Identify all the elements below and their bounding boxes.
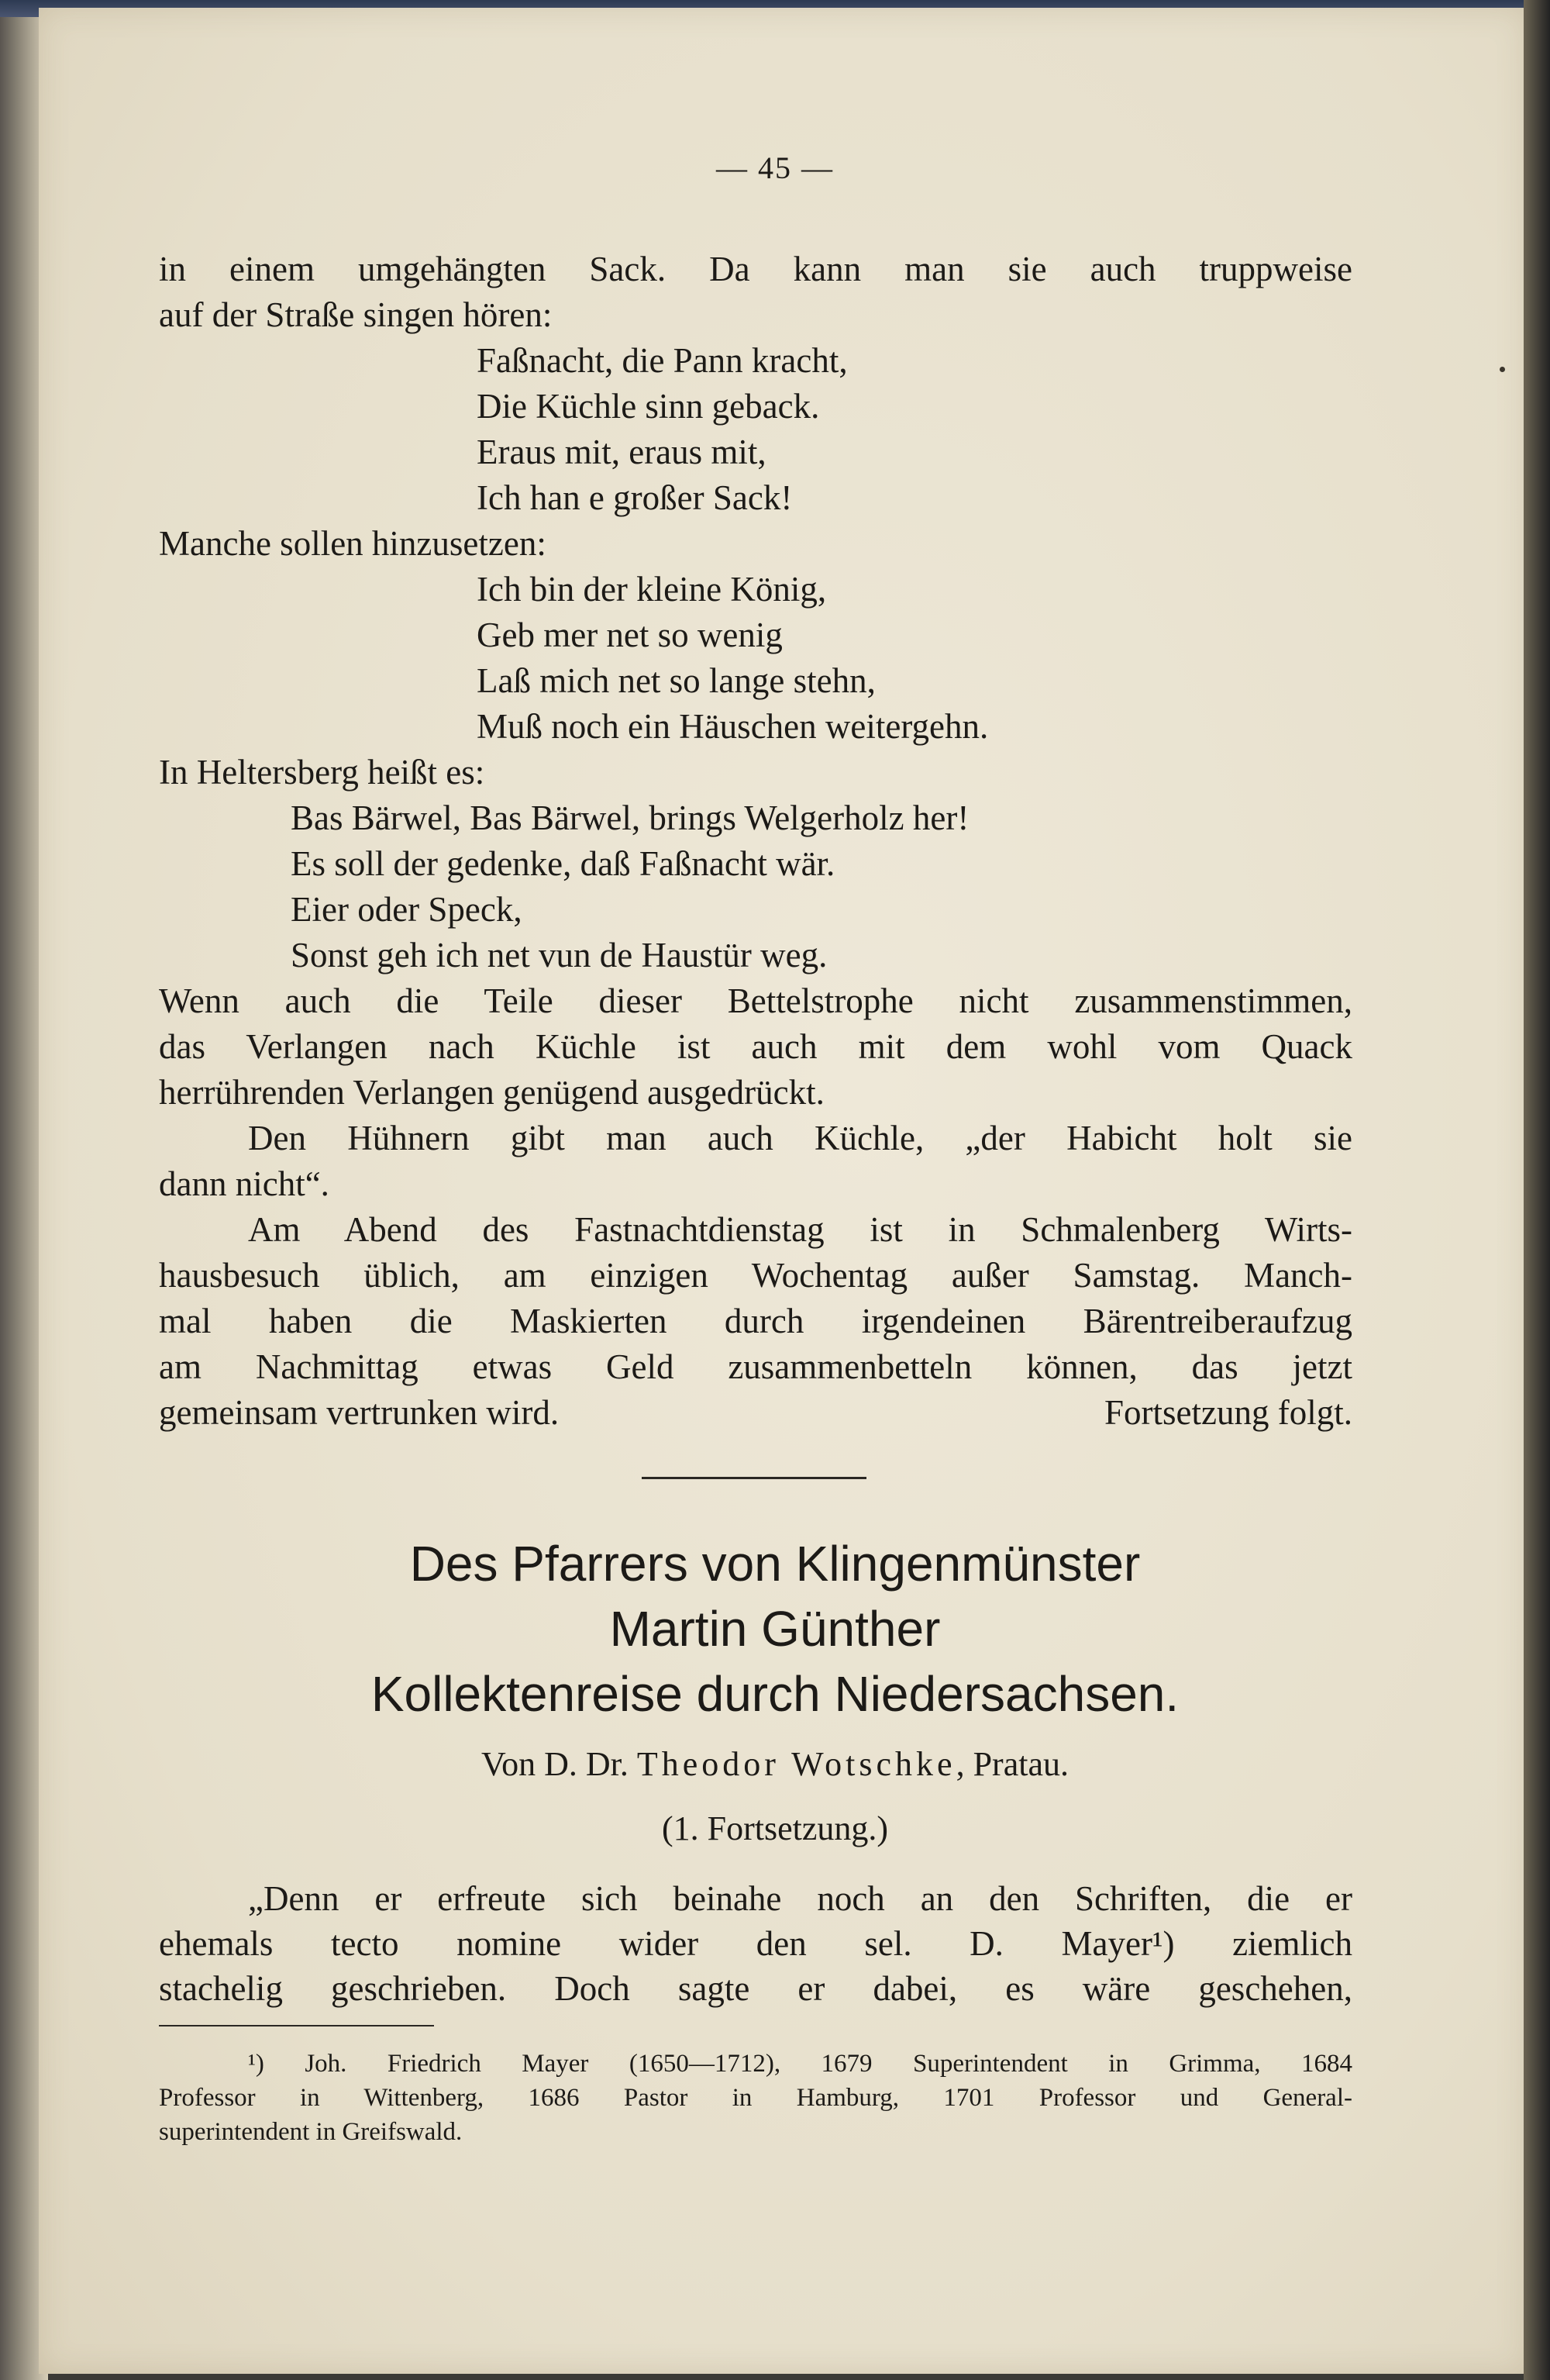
text-line: Den Hühnern gibt man auch Küchle, „der Habicht holt sie <box>248 1119 1352 1157</box>
text-line: Am Abend des Fastnachtdienstag ist in Schmalenberg Wirts- <box>248 1210 1352 1249</box>
article-title <box>0 1531 1550 1726</box>
verse-line: Ich bin der kleine König, <box>477 570 827 609</box>
text-line: herrührenden Verlangen genügend ausgedrückt. <box>159 1073 825 1112</box>
verse-line: Die Küchle sinn geback. <box>477 387 820 426</box>
verse-line: Muß noch ein Häuschen weitergehn. <box>477 707 989 746</box>
section-divider <box>642 1477 866 1479</box>
title-line: Martin Günther <box>609 1601 941 1657</box>
text-line: hausbesuch üblich, am einzigen Wochentag außer Samstag. Manch- <box>159 1256 1352 1295</box>
text-line: gemeinsam vertrunken wird. <box>159 1393 560 1432</box>
main-text <box>159 247 1352 1436</box>
footnote-line: Professor in Wittenberg, 1686 Pastor in Hamburg, 1701 Professor und General- <box>159 2084 1352 2112</box>
text-line: mal haben die Maskierten durch irgendeinen Bärentreiberaufzug <box>159 1302 1352 1340</box>
text-line: das Verlangen nach Küchle ist auch mit dem wohl vom Quack <box>159 1027 1352 1066</box>
text-line: „Denn er erfreute sich beinahe noch an den Schriften, die er <box>248 1879 1352 1918</box>
footnote <box>159 2047 1352 2149</box>
article-author <box>0 1744 1550 1784</box>
text-line: In Heltersberg heißt es: <box>159 753 485 792</box>
text-line-last <box>159 1390 1352 1436</box>
footnote-divider <box>159 2025 434 2026</box>
text-line: dann nicht“. <box>159 1164 329 1203</box>
author-prefix: Von D. Dr. <box>481 1745 629 1783</box>
article-body <box>159 1876 1352 2011</box>
verse-line: Eier oder Speck, <box>291 890 522 929</box>
verse-line: Laß mich net so lange stehn, <box>477 661 876 700</box>
text-line: am Nachmittag etwas Geld zusammenbetteln können, das jetzt <box>159 1347 1352 1386</box>
to-be-continued: Fortsetzung folgt. <box>1104 1393 1352 1432</box>
verse-line: Faßnacht, die Pann kracht, <box>477 341 848 380</box>
verse-line: Es soll der gedenke, daß Faßnacht wär. <box>291 844 835 883</box>
text-line: ehemals tecto nomine wider den sel. D. Mayer¹) ziemlich <box>159 1924 1352 1963</box>
text-line: Wenn auch die Teile dieser Bettelstrophe nicht zusammenstimmen, <box>159 981 1352 1020</box>
continuation-note: (1. Fortsetzung.) <box>661 1809 889 1847</box>
verse-line: Ich han e großer Sack! <box>477 478 793 517</box>
author-name: Theodor Wotschke <box>636 1745 956 1783</box>
footnote-line: ¹) Joh. Friedrich Mayer (1650—1712), 1679 Superintendent in Grimma, 1684 <box>248 2050 1352 2078</box>
text-line: stachelig geschrieben. Doch sagte er dabei, es wäre geschehen, <box>159 1969 1352 2008</box>
paper-speck <box>1500 367 1505 372</box>
verse-line: Eraus mit, eraus mit, <box>477 433 766 471</box>
title-line: Des Pfarrers von Klingenmünster <box>409 1536 1141 1592</box>
text-line: in einem umgehängten Sack. Da kann man sie auch truppweise <box>159 250 1352 288</box>
footnote-line: superintendent in Greifswald. <box>159 2118 463 2146</box>
text-line: Manche sollen hinzusetzen: <box>159 524 546 563</box>
author-suffix: , Pratau. <box>956 1745 1069 1783</box>
verse-line: Bas Bärwel, Bas Bärwel, brings Welgerholz her! <box>291 799 970 837</box>
page-right-edge-shadow <box>1524 0 1550 2380</box>
verse-line: Sonst geh ich net vun de Haustür weg. <box>291 936 828 974</box>
title-line: Kollektenreise durch Niedersachsen. <box>370 1666 1180 1722</box>
page-number: — 45 — <box>716 150 834 185</box>
verse-line: Geb mer net so wenig <box>477 616 783 654</box>
text-line: auf der Straße singen hören: <box>159 295 553 334</box>
